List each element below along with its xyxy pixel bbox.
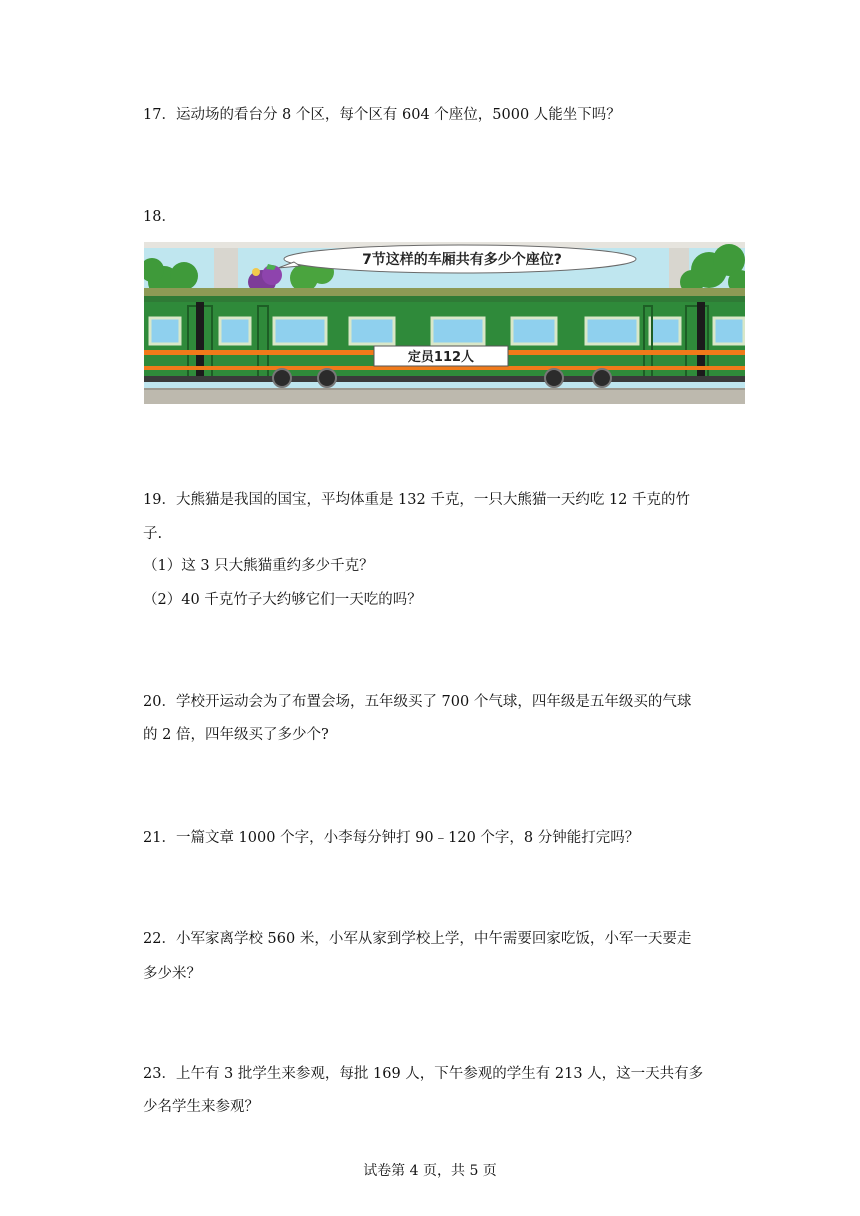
train-stripe <box>144 366 745 370</box>
question-22-line-2: 多少米？ <box>143 966 201 982</box>
question-18-number: 18． <box>143 209 176 225</box>
canopy-pillar <box>214 242 238 290</box>
question-23-line-1: 23．上午有 3 批学生来参观，每批 169 人，下午参观的学生有 213 人，这一天共有多 <box>143 1066 704 1082</box>
question-17-text: 17．运动场的看台分 8 个区，每个区有 604 个座位，5000 人能坐下吗？ <box>143 107 621 123</box>
train-windows <box>150 318 744 344</box>
page-footer: 试卷第 4 页，共 5 页 <box>363 1163 497 1179</box>
train-illustration <box>144 242 745 404</box>
question-22-line-1: 22．小军家离学校 560 米，小军从家到学校上学，中午需要回家吃饭，小军一天要走 <box>143 931 692 947</box>
question-19-sub-1: （1）这 3 只大熊猫重约多少千克？ <box>143 558 374 574</box>
question-23-line-2: 少名学生来参观？ <box>143 1099 259 1115</box>
question-20-line-1: 20．学校开运动会为了布置会场，五年级买了 700 个气球，四年级是五年级买的气球 <box>143 694 692 710</box>
question-20-line-2: 的 2 倍，四年级买了多少个? <box>143 727 329 743</box>
question-19-sub-2: （2）40 千克竹子大约够它们一天吃的吗？ <box>143 592 422 608</box>
question-19-line-1: 19．大熊猫是我国的国宝，平均体重是 132 千克，一只大熊猫一天约吃 12 千克的竹 <box>143 492 691 508</box>
undercarriage <box>144 376 745 382</box>
speech-bubble-text: 7节这样的车厢共有多少个座位? <box>362 252 562 268</box>
train-sign-text: 定员112人 <box>407 350 475 365</box>
question-21-text: 21．一篇文章 1000 个字，小李每分钟打 90﹣120 个字，8 分钟能打完吗？ <box>143 830 640 846</box>
ground <box>144 388 745 404</box>
question-19-line-2: 子. <box>143 526 163 542</box>
